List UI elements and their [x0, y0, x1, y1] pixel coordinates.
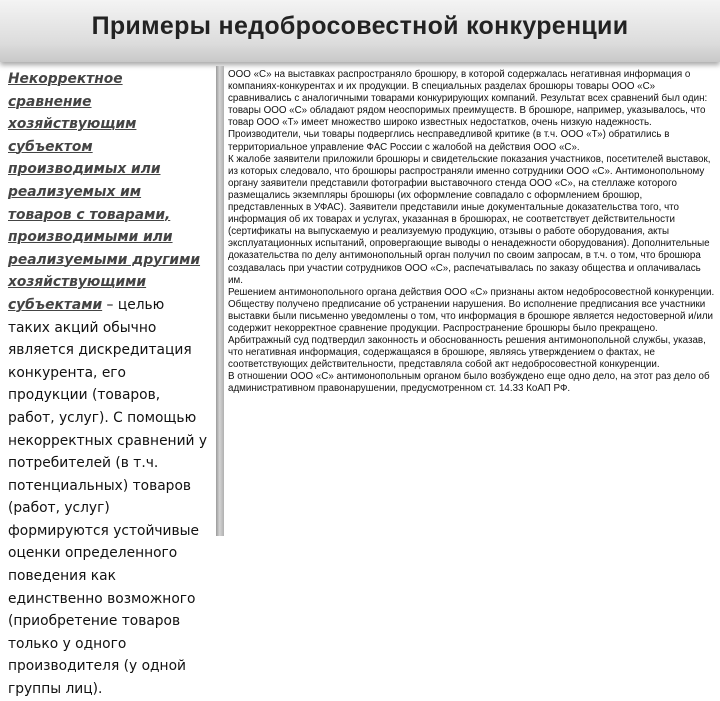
case-paragraph: Арбитражный суд подтвердил законность и обоснованность решения антимонопольной службы, указав, что негативная информация, содержащаяся в брошюре, являясь утверждением о фактах, не соответствующих действительности, представляла собой акт недобросовестной конкуренции. [228, 335, 706, 371]
definition-lead: Некорректное сравнение хозяйствующим субъектом производимых или реализуемых им товаров с товарами, производимыми или реализуемыми другими хозяйствующими субъектами [8, 71, 201, 313]
column-divider [216, 66, 224, 536]
definition-text: – целью таких акций обычно является дискредитация конкурента, его продукции (товаров, работ, услуг). С помощью некорректных сравнений у потребителей (в т.ч. потенциальных) товаров (работ, услуг) формируются устойчивые оценки определенного поведения как единственно возможного (приобретение товаров только у одного производителя (у одной группы лиц). [8, 296, 208, 698]
case-paragraph: ООО «С» на выставках распространяло брошюру, в которой содержалась негативная информация о компаниях-конкурентах и их продукции. В специальных разделах брошюры товары ООО «С» сравнивались с аналогичными товарами конкурирующих компаний. Результат всех сравнений был один: товары ООО «С» обладают рядом неоспоримых преимуществ. В брошюре, например, указывалось, что товар ООО «Т» имеет множество широко известных недостатков, очень низкую надежность. Производители, чьи товары подверглись несправедливой критике (в т.ч. ООО «Т») обратились в территориальное управление ФАС России с жалобой на действия ООО «С». [228, 69, 708, 153]
case-paragraph: К жалобе заявители приложили брошюры и свидетельские показания участников, посетителей выставок, из которых следовало, что брошюры распространяли именно сотрудники ООО «С». Антимонопольному органу заявители представили фотографии выставочного стенда ООО «С», на стеллаже которого размещались экземпляры брошюры (их оформление совпадало с оформлением брошюр, представленных в УФАС). Заявители представили иные документальные доказательства того, что информация об их товарах и услугах, указанная в брошюрах, не соответствует действительности (сертификаты на выпускаемую и реализуемую продукцию, отзывы о работе оборудования, акты эксплуатационных испытаний, опровергающие выводы о ненадежности оборудования). Дополнительные доказательства по делу антимонопольный орган получил по своим запросам, в т.ч. о том, что брошюра создавалась при участии сотрудников ООО «С», распечатывалась по заказу общества и оплачивалась им. [228, 153, 711, 286]
case-paragraph: Решением антимонопольного органа действия ООО «С» признаны актом недобросовестной конкуренции. Обществу получено предписание об устранении нарушения. Во исполнение предписания все участники выставки были письменно уведомлены о том, что информация в брошюре является недостоверной и/или содержит некорректное сравнение продукции. Распространение брошюры было прекращено. [228, 286, 715, 334]
case-description [228, 69, 716, 537]
page-title: Примеры недобросовестной конкуренции [91, 12, 629, 40]
left-column [6, 64, 211, 698]
case-paragraph: В отношении ООО «С» антимонопольным органом было возбуждено еще одно дело, на этот раз дело об административном правонарушении, предусмотренном ст. 14.33 КоАП РФ. [228, 371, 710, 395]
